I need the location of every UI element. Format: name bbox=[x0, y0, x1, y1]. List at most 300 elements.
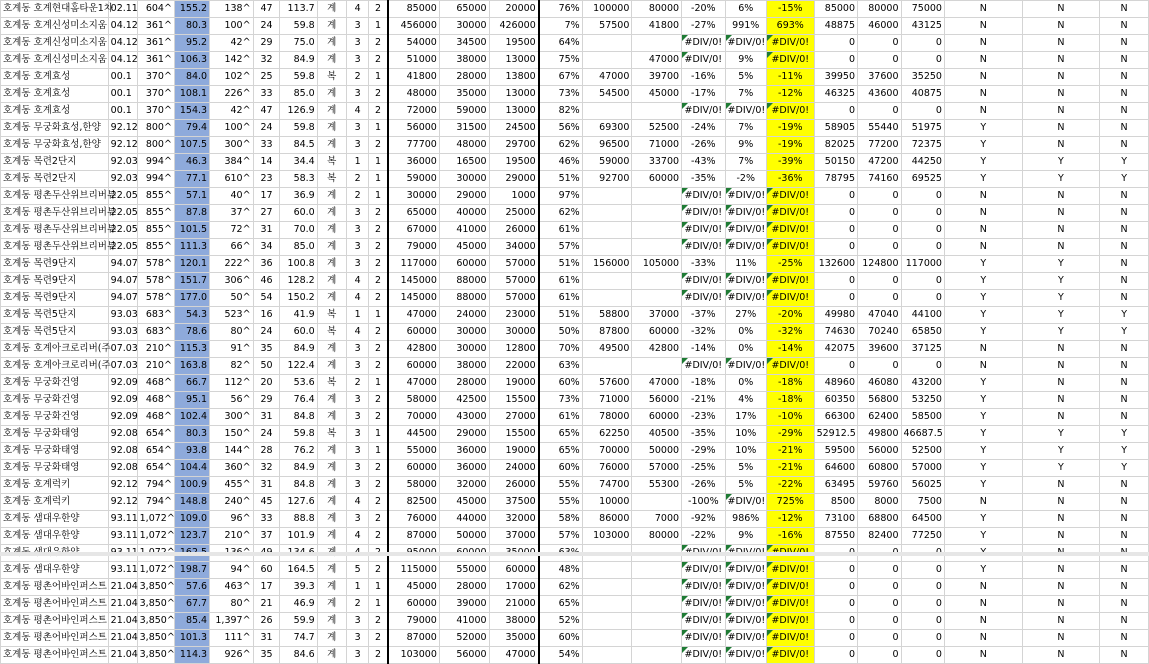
cell-col-19[interactable]: 50150 bbox=[814, 154, 857, 171]
cell-col-17[interactable]: #DIV/0! bbox=[725, 103, 766, 120]
cell-col-19[interactable]: 66300 bbox=[814, 409, 857, 426]
cell-col-16[interactable]: #DIV/0! bbox=[682, 222, 725, 239]
cell-col-9[interactable]: 1 bbox=[369, 579, 388, 596]
cell-col-17[interactable]: 0% bbox=[725, 324, 766, 341]
cell-col-17[interactable]: 9% bbox=[725, 52, 766, 69]
cell-col-5[interactable]: 33 bbox=[253, 86, 280, 103]
cell-col-15[interactable]: 105000 bbox=[632, 256, 682, 273]
cell-col-15[interactable]: 60000 bbox=[632, 171, 682, 188]
cell-col-23[interactable]: N bbox=[1022, 596, 1100, 613]
cell-col-1[interactable]: 93.11 bbox=[108, 511, 137, 528]
cell-col-8[interactable]: 1 bbox=[346, 154, 369, 171]
cell-col-10[interactable]: 58000 bbox=[388, 392, 440, 409]
cell-col-15[interactable] bbox=[632, 35, 682, 52]
cell-col-4[interactable]: 111^ bbox=[210, 630, 253, 647]
cell-col-10[interactable]: 79000 bbox=[388, 239, 440, 256]
cell-col-12[interactable]: 13000 bbox=[489, 103, 539, 120]
cell-col-21[interactable]: 0 bbox=[901, 205, 944, 222]
cell-col-8[interactable]: 3 bbox=[346, 205, 369, 222]
cell-col-2[interactable]: 468^ bbox=[137, 392, 174, 409]
cell-col-4[interactable]: 72^ bbox=[210, 222, 253, 239]
cell-col-18[interactable]: -21% bbox=[766, 443, 814, 460]
cell-col-8[interactable]: 3 bbox=[346, 426, 369, 443]
cell-col-16[interactable]: -26% bbox=[682, 477, 725, 494]
cell-col-8[interactable]: 4 bbox=[346, 324, 369, 341]
cell-col-14[interactable] bbox=[582, 222, 632, 239]
cell-col-18[interactable]: -39% bbox=[766, 154, 814, 171]
cell-col-20[interactable]: 0 bbox=[858, 647, 901, 664]
cell-col-10[interactable]: 47000 bbox=[388, 307, 440, 324]
cell-col-8[interactable]: 3 bbox=[346, 443, 369, 460]
cell-col-22[interactable]: Y bbox=[944, 273, 1022, 290]
cell-col-18[interactable]: -12% bbox=[766, 511, 814, 528]
cell-col-15[interactable] bbox=[632, 188, 682, 205]
cell-col-9[interactable]: 1 bbox=[369, 120, 388, 137]
cell-col-14[interactable] bbox=[582, 52, 632, 69]
cell-col-11[interactable]: 52000 bbox=[439, 630, 489, 647]
cell-col-24[interactable]: N bbox=[1100, 494, 1149, 511]
cell-col-3[interactable]: 151.7 bbox=[174, 273, 209, 290]
cell-col-22[interactable]: N bbox=[944, 52, 1022, 69]
cell-col-21[interactable]: 0 bbox=[901, 35, 944, 52]
cell-col-7[interactable]: 계 bbox=[317, 256, 346, 273]
cell-col-24[interactable]: N bbox=[1100, 205, 1149, 222]
cell-col-3[interactable]: 155.2 bbox=[174, 1, 209, 18]
cell-col-10[interactable]: 30000 bbox=[388, 188, 440, 205]
cell-col-13[interactable]: 55% bbox=[539, 494, 582, 511]
cell-col-1[interactable]: 02.11 bbox=[108, 1, 137, 18]
cell-col-16[interactable]: -35% bbox=[682, 426, 725, 443]
cell-col-20[interactable]: 55440 bbox=[858, 120, 901, 137]
cell-col-16[interactable]: #DIV/0! bbox=[682, 52, 725, 69]
cell-col-13[interactable]: 62% bbox=[539, 579, 582, 596]
cell-col-14[interactable]: 59000 bbox=[582, 154, 632, 171]
cell-col-0[interactable]: 호계동 목련9단지 bbox=[1, 273, 109, 290]
cell-col-20[interactable]: 59760 bbox=[858, 477, 901, 494]
cell-col-18[interactable]: -11% bbox=[766, 69, 814, 86]
cell-col-11[interactable]: 30000 bbox=[439, 18, 489, 35]
cell-col-10[interactable]: 60000 bbox=[388, 324, 440, 341]
cell-col-11[interactable]: 16500 bbox=[439, 154, 489, 171]
cell-col-15[interactable]: 41800 bbox=[632, 18, 682, 35]
cell-col-23[interactable]: Y bbox=[1022, 426, 1100, 443]
cell-col-0[interactable]: 호계동 호계럭키 bbox=[1, 477, 109, 494]
cell-col-17[interactable]: #DIV/0! bbox=[725, 613, 766, 630]
cell-col-14[interactable]: 76000 bbox=[582, 460, 632, 477]
cell-col-8[interactable]: 4 bbox=[346, 103, 369, 120]
cell-col-19[interactable]: 0 bbox=[814, 239, 857, 256]
cell-col-7[interactable]: 계 bbox=[317, 137, 346, 154]
cell-col-14[interactable] bbox=[582, 205, 632, 222]
cell-col-23[interactable]: N bbox=[1022, 18, 1100, 35]
cell-col-22[interactable]: N bbox=[944, 647, 1022, 664]
cell-col-18[interactable]: #DIV/0! bbox=[766, 562, 814, 579]
cell-col-19[interactable]: 0 bbox=[814, 630, 857, 647]
cell-col-5[interactable]: 36 bbox=[253, 256, 280, 273]
cell-col-21[interactable]: 53250 bbox=[901, 392, 944, 409]
cell-col-21[interactable]: 57000 bbox=[901, 460, 944, 477]
cell-col-3[interactable]: 100.9 bbox=[174, 477, 209, 494]
cell-col-18[interactable]: #DIV/0! bbox=[766, 647, 814, 664]
cell-col-14[interactable] bbox=[582, 630, 632, 647]
cell-col-8[interactable]: 3 bbox=[346, 239, 369, 256]
cell-col-3[interactable]: 95.1 bbox=[174, 392, 209, 409]
cell-col-23[interactable]: N bbox=[1022, 137, 1100, 154]
cell-col-17[interactable]: 5% bbox=[725, 69, 766, 86]
cell-col-21[interactable]: 0 bbox=[901, 239, 944, 256]
cell-col-7[interactable]: 계 bbox=[317, 35, 346, 52]
cell-col-11[interactable]: 36000 bbox=[439, 443, 489, 460]
cell-col-19[interactable]: 60350 bbox=[814, 392, 857, 409]
cell-col-22[interactable]: N bbox=[944, 579, 1022, 596]
cell-col-12[interactable]: 15500 bbox=[489, 426, 539, 443]
cell-col-5[interactable]: 31 bbox=[253, 630, 280, 647]
cell-col-9[interactable]: 1 bbox=[369, 596, 388, 613]
cell-col-8[interactable]: 3 bbox=[346, 18, 369, 35]
cell-col-0[interactable]: 호계동 호계신성미소지움 bbox=[1, 18, 109, 35]
cell-col-12[interactable]: 34000 bbox=[489, 239, 539, 256]
cell-col-2[interactable]: 361^ bbox=[137, 52, 174, 69]
cell-col-19[interactable]: 74630 bbox=[814, 324, 857, 341]
cell-col-15[interactable]: 7000 bbox=[632, 511, 682, 528]
cell-col-16[interactable]: -18% bbox=[682, 375, 725, 392]
cell-col-13[interactable]: 65% bbox=[539, 426, 582, 443]
cell-col-3[interactable]: 109.0 bbox=[174, 511, 209, 528]
cell-col-10[interactable]: 115000 bbox=[388, 562, 440, 579]
cell-col-16[interactable]: -22% bbox=[682, 528, 725, 545]
cell-col-1[interactable]: 92.12 bbox=[108, 494, 137, 511]
cell-col-23[interactable]: N bbox=[1022, 35, 1100, 52]
cell-col-6[interactable]: 59.8 bbox=[280, 120, 317, 137]
cell-col-7[interactable]: 계 bbox=[317, 86, 346, 103]
cell-col-0[interactable]: 호계동 목련5단지 bbox=[1, 324, 109, 341]
cell-col-12[interactable]: 19500 bbox=[489, 154, 539, 171]
cell-col-15[interactable]: 55300 bbox=[632, 477, 682, 494]
cell-col-8[interactable]: 3 bbox=[346, 120, 369, 137]
cell-col-2[interactable]: 370^ bbox=[137, 103, 174, 120]
cell-col-8[interactable]: 4 bbox=[346, 273, 369, 290]
cell-col-21[interactable]: 77250 bbox=[901, 528, 944, 545]
cell-col-2[interactable]: 210^ bbox=[137, 358, 174, 375]
cell-col-20[interactable]: 8000 bbox=[858, 494, 901, 511]
cell-col-21[interactable]: 69525 bbox=[901, 171, 944, 188]
cell-col-22[interactable]: N bbox=[944, 103, 1022, 120]
cell-col-13[interactable]: 76% bbox=[539, 1, 582, 18]
cell-col-20[interactable]: 0 bbox=[858, 205, 901, 222]
cell-col-2[interactable]: 855^ bbox=[137, 222, 174, 239]
cell-col-1[interactable]: 04.12 bbox=[108, 18, 137, 35]
cell-col-19[interactable]: 58905 bbox=[814, 120, 857, 137]
cell-col-4[interactable]: 300^ bbox=[210, 137, 253, 154]
cell-col-10[interactable]: 67000 bbox=[388, 222, 440, 239]
cell-col-9[interactable]: 2 bbox=[369, 35, 388, 52]
cell-col-7[interactable]: 계 bbox=[317, 392, 346, 409]
cell-col-5[interactable]: 25 bbox=[253, 69, 280, 86]
cell-col-6[interactable]: 88.8 bbox=[280, 511, 317, 528]
cell-col-10[interactable]: 54000 bbox=[388, 35, 440, 52]
cell-col-3[interactable]: 67.7 bbox=[174, 596, 209, 613]
cell-col-18[interactable]: #DIV/0! bbox=[766, 188, 814, 205]
cell-col-3[interactable]: 114.3 bbox=[174, 647, 209, 664]
cell-col-21[interactable]: 52500 bbox=[901, 443, 944, 460]
cell-col-12[interactable]: 20000 bbox=[489, 1, 539, 18]
cell-col-5[interactable]: 32 bbox=[253, 52, 280, 69]
cell-col-7[interactable]: 계 bbox=[317, 613, 346, 630]
cell-col-17[interactable]: 7% bbox=[725, 120, 766, 137]
cell-col-19[interactable]: 0 bbox=[814, 205, 857, 222]
cell-col-6[interactable]: 59.8 bbox=[280, 69, 317, 86]
cell-col-20[interactable]: 70240 bbox=[858, 324, 901, 341]
cell-col-11[interactable]: 88000 bbox=[439, 273, 489, 290]
cell-col-19[interactable]: 0 bbox=[814, 103, 857, 120]
cell-col-22[interactable]: N bbox=[944, 358, 1022, 375]
cell-col-19[interactable]: 0 bbox=[814, 222, 857, 239]
cell-col-14[interactable] bbox=[582, 239, 632, 256]
cell-col-22[interactable]: Y bbox=[944, 409, 1022, 426]
cell-col-3[interactable]: 87.8 bbox=[174, 205, 209, 222]
cell-col-24[interactable]: N bbox=[1100, 409, 1149, 426]
cell-col-10[interactable]: 145000 bbox=[388, 290, 440, 307]
cell-col-7[interactable]: 계 bbox=[317, 511, 346, 528]
cell-col-3[interactable]: 154.3 bbox=[174, 103, 209, 120]
cell-col-10[interactable]: 44500 bbox=[388, 426, 440, 443]
cell-col-2[interactable]: 1,072^ bbox=[137, 511, 174, 528]
cell-col-5[interactable]: 47 bbox=[253, 103, 280, 120]
cell-col-9[interactable]: 2 bbox=[369, 358, 388, 375]
cell-col-24[interactable]: N bbox=[1100, 18, 1149, 35]
cell-col-1[interactable]: 94.07 bbox=[108, 290, 137, 307]
cell-col-2[interactable]: 3,850^ bbox=[137, 613, 174, 630]
cell-col-20[interactable]: 0 bbox=[858, 579, 901, 596]
cell-col-0[interactable]: 호계동 무궁화효성,한양 bbox=[1, 120, 109, 137]
cell-col-0[interactable]: 호계동 무궁화건영 bbox=[1, 409, 109, 426]
cell-col-8[interactable]: 2 bbox=[346, 188, 369, 205]
cell-col-11[interactable]: 48000 bbox=[439, 137, 489, 154]
cell-col-19[interactable]: 0 bbox=[814, 188, 857, 205]
cell-col-24[interactable]: N bbox=[1100, 137, 1149, 154]
cell-col-9[interactable]: 1 bbox=[369, 18, 388, 35]
cell-col-21[interactable]: 0 bbox=[901, 613, 944, 630]
cell-col-6[interactable]: 75.0 bbox=[280, 35, 317, 52]
cell-col-18[interactable]: #DIV/0! bbox=[766, 35, 814, 52]
cell-col-9[interactable]: 2 bbox=[369, 511, 388, 528]
cell-col-14[interactable]: 87800 bbox=[582, 324, 632, 341]
cell-col-11[interactable]: 55000 bbox=[439, 562, 489, 579]
cell-col-1[interactable]: 94.07 bbox=[108, 256, 137, 273]
cell-col-19[interactable]: 0 bbox=[814, 613, 857, 630]
cell-col-9[interactable]: 1 bbox=[369, 69, 388, 86]
cell-col-13[interactable]: 62% bbox=[539, 205, 582, 222]
cell-col-20[interactable]: 0 bbox=[858, 273, 901, 290]
cell-col-14[interactable]: 54500 bbox=[582, 86, 632, 103]
cell-col-18[interactable]: #DIV/0! bbox=[766, 239, 814, 256]
cell-col-18[interactable]: -20% bbox=[766, 307, 814, 324]
cell-col-2[interactable]: 3,850^ bbox=[137, 647, 174, 664]
cell-col-13[interactable]: 73% bbox=[539, 392, 582, 409]
cell-col-18[interactable]: #DIV/0! bbox=[766, 579, 814, 596]
cell-col-7[interactable]: 계 bbox=[317, 205, 346, 222]
cell-col-7[interactable]: 계 bbox=[317, 239, 346, 256]
cell-col-16[interactable]: -17% bbox=[682, 86, 725, 103]
cell-col-2[interactable]: 578^ bbox=[137, 256, 174, 273]
cell-col-11[interactable]: 32000 bbox=[439, 477, 489, 494]
cell-col-4[interactable]: 523^ bbox=[210, 307, 253, 324]
cell-col-20[interactable]: 82400 bbox=[858, 528, 901, 545]
cell-col-19[interactable]: 63495 bbox=[814, 477, 857, 494]
cell-col-9[interactable]: 2 bbox=[369, 290, 388, 307]
cell-col-19[interactable]: 0 bbox=[814, 647, 857, 664]
cell-col-17[interactable]: 0% bbox=[725, 341, 766, 358]
cell-col-16[interactable]: #DIV/0! bbox=[682, 562, 725, 579]
cell-col-4[interactable]: 926^ bbox=[210, 647, 253, 664]
cell-col-21[interactable]: 37125 bbox=[901, 341, 944, 358]
cell-col-0[interactable]: 호계동 호계신성미소지움 bbox=[1, 35, 109, 52]
cell-col-18[interactable]: -12% bbox=[766, 86, 814, 103]
cell-col-22[interactable]: Y bbox=[944, 154, 1022, 171]
cell-col-5[interactable]: 46 bbox=[253, 273, 280, 290]
cell-col-0[interactable]: 호계동 호계아크로리버(주 bbox=[1, 358, 109, 375]
cell-col-10[interactable]: 56000 bbox=[388, 120, 440, 137]
cell-col-7[interactable]: 계 bbox=[317, 120, 346, 137]
cell-col-4[interactable]: 455^ bbox=[210, 477, 253, 494]
cell-col-23[interactable]: N bbox=[1022, 52, 1100, 69]
cell-col-17[interactable]: 7% bbox=[725, 86, 766, 103]
cell-col-24[interactable]: N bbox=[1100, 647, 1149, 664]
cell-col-17[interactable]: 6% bbox=[725, 1, 766, 18]
cell-col-5[interactable]: 54 bbox=[253, 290, 280, 307]
cell-col-22[interactable]: Y bbox=[944, 443, 1022, 460]
cell-col-8[interactable]: 3 bbox=[346, 256, 369, 273]
cell-col-0[interactable]: 호계동 호계신성미소지움 bbox=[1, 52, 109, 69]
cell-col-6[interactable]: 36.9 bbox=[280, 188, 317, 205]
cell-col-3[interactable]: 107.5 bbox=[174, 137, 209, 154]
cell-col-5[interactable]: 34 bbox=[253, 239, 280, 256]
cell-col-17[interactable]: 986% bbox=[725, 511, 766, 528]
cell-col-22[interactable]: Y bbox=[944, 171, 1022, 188]
cell-col-4[interactable]: 100^ bbox=[210, 120, 253, 137]
cell-col-3[interactable]: 66.7 bbox=[174, 375, 209, 392]
cell-col-7[interactable]: 복 bbox=[317, 375, 346, 392]
cell-col-14[interactable] bbox=[582, 579, 632, 596]
cell-col-13[interactable]: 57% bbox=[539, 528, 582, 545]
cell-col-14[interactable]: 71000 bbox=[582, 392, 632, 409]
cell-col-19[interactable]: 132600 bbox=[814, 256, 857, 273]
cell-col-10[interactable]: 58000 bbox=[388, 477, 440, 494]
cell-col-8[interactable]: 4 bbox=[346, 290, 369, 307]
cell-col-2[interactable]: 855^ bbox=[137, 205, 174, 222]
cell-col-20[interactable]: 77200 bbox=[858, 137, 901, 154]
cell-col-22[interactable]: N bbox=[944, 35, 1022, 52]
cell-col-24[interactable]: Y bbox=[1100, 154, 1149, 171]
cell-col-3[interactable]: 115.3 bbox=[174, 341, 209, 358]
cell-col-0[interactable]: 호계동 샘대우한양 bbox=[1, 562, 109, 579]
cell-col-8[interactable]: 1 bbox=[346, 307, 369, 324]
cell-col-8[interactable]: 3 bbox=[346, 511, 369, 528]
cell-col-18[interactable]: -32% bbox=[766, 324, 814, 341]
cell-col-1[interactable]: 07.03 bbox=[108, 341, 137, 358]
cell-col-12[interactable]: 57000 bbox=[489, 290, 539, 307]
cell-col-4[interactable]: 82^ bbox=[210, 358, 253, 375]
cell-col-0[interactable]: 호계동 평촌두산위브리버뷰 bbox=[1, 205, 109, 222]
cell-col-20[interactable]: 0 bbox=[858, 613, 901, 630]
cell-col-8[interactable]: 3 bbox=[346, 460, 369, 477]
cell-col-17[interactable]: #DIV/0! bbox=[725, 35, 766, 52]
cell-col-19[interactable]: 73100 bbox=[814, 511, 857, 528]
cell-col-5[interactable]: 45 bbox=[253, 494, 280, 511]
cell-col-24[interactable]: Y bbox=[1100, 324, 1149, 341]
cell-col-7[interactable]: 계 bbox=[317, 358, 346, 375]
cell-col-22[interactable]: Y bbox=[944, 477, 1022, 494]
cell-col-11[interactable]: 35000 bbox=[439, 86, 489, 103]
cell-col-16[interactable]: -25% bbox=[682, 460, 725, 477]
cell-col-1[interactable]: 21.04 bbox=[108, 647, 137, 664]
cell-col-13[interactable]: 62% bbox=[539, 137, 582, 154]
cell-col-6[interactable]: 101.9 bbox=[280, 528, 317, 545]
cell-col-15[interactable] bbox=[632, 103, 682, 120]
cell-col-16[interactable]: #DIV/0! bbox=[682, 273, 725, 290]
cell-col-11[interactable]: 41000 bbox=[439, 613, 489, 630]
cell-col-5[interactable]: 24 bbox=[253, 120, 280, 137]
cell-col-24[interactable]: N bbox=[1100, 103, 1149, 120]
cell-col-13[interactable]: 65% bbox=[539, 443, 582, 460]
cell-col-9[interactable]: 2 bbox=[369, 52, 388, 69]
cell-col-15[interactable] bbox=[632, 273, 682, 290]
cell-col-20[interactable]: 0 bbox=[858, 52, 901, 69]
cell-col-15[interactable]: 37000 bbox=[632, 307, 682, 324]
cell-col-16[interactable]: -26% bbox=[682, 137, 725, 154]
cell-col-2[interactable]: 1,072^ bbox=[137, 528, 174, 545]
cell-col-24[interactable]: N bbox=[1100, 630, 1149, 647]
cell-col-14[interactable] bbox=[582, 290, 632, 307]
cell-col-15[interactable]: 33700 bbox=[632, 154, 682, 171]
cell-col-9[interactable]: 2 bbox=[369, 409, 388, 426]
cell-col-2[interactable]: 1,072^ bbox=[137, 562, 174, 579]
cell-col-13[interactable]: 58% bbox=[539, 511, 582, 528]
cell-col-7[interactable]: 복 bbox=[317, 154, 346, 171]
cell-col-24[interactable]: N bbox=[1100, 358, 1149, 375]
cell-col-6[interactable]: 84.9 bbox=[280, 460, 317, 477]
cell-col-2[interactable]: 3,850^ bbox=[137, 630, 174, 647]
cell-col-0[interactable]: 호계동 샘대우한양 bbox=[1, 528, 109, 545]
cell-col-4[interactable]: 91^ bbox=[210, 341, 253, 358]
cell-col-5[interactable]: 37 bbox=[253, 528, 280, 545]
cell-col-6[interactable]: 84.8 bbox=[280, 477, 317, 494]
cell-col-6[interactable]: 39.3 bbox=[280, 579, 317, 596]
cell-col-15[interactable]: 60000 bbox=[632, 409, 682, 426]
cell-col-12[interactable]: 426000 bbox=[489, 18, 539, 35]
cell-col-17[interactable]: #DIV/0! bbox=[725, 647, 766, 664]
cell-col-16[interactable]: -27% bbox=[682, 18, 725, 35]
cell-col-20[interactable]: 68800 bbox=[858, 511, 901, 528]
cell-col-11[interactable]: 31500 bbox=[439, 120, 489, 137]
cell-col-23[interactable]: N bbox=[1022, 511, 1100, 528]
cell-col-0[interactable]: 호계동 무궁화태영 bbox=[1, 426, 109, 443]
cell-col-17[interactable]: 5% bbox=[725, 477, 766, 494]
cell-col-21[interactable]: 43200 bbox=[901, 375, 944, 392]
cell-col-10[interactable]: 79000 bbox=[388, 613, 440, 630]
cell-col-24[interactable]: N bbox=[1100, 613, 1149, 630]
cell-col-19[interactable]: 39950 bbox=[814, 69, 857, 86]
cell-col-10[interactable]: 117000 bbox=[388, 256, 440, 273]
cell-col-22[interactable]: Y bbox=[944, 290, 1022, 307]
cell-col-10[interactable]: 60000 bbox=[388, 596, 440, 613]
cell-col-21[interactable]: 0 bbox=[901, 579, 944, 596]
cell-col-2[interactable]: 800^ bbox=[137, 120, 174, 137]
cell-col-6[interactable]: 127.6 bbox=[280, 494, 317, 511]
cell-col-1[interactable]: 92.12 bbox=[108, 120, 137, 137]
cell-col-15[interactable] bbox=[632, 222, 682, 239]
cell-col-23[interactable]: N bbox=[1022, 1, 1100, 18]
